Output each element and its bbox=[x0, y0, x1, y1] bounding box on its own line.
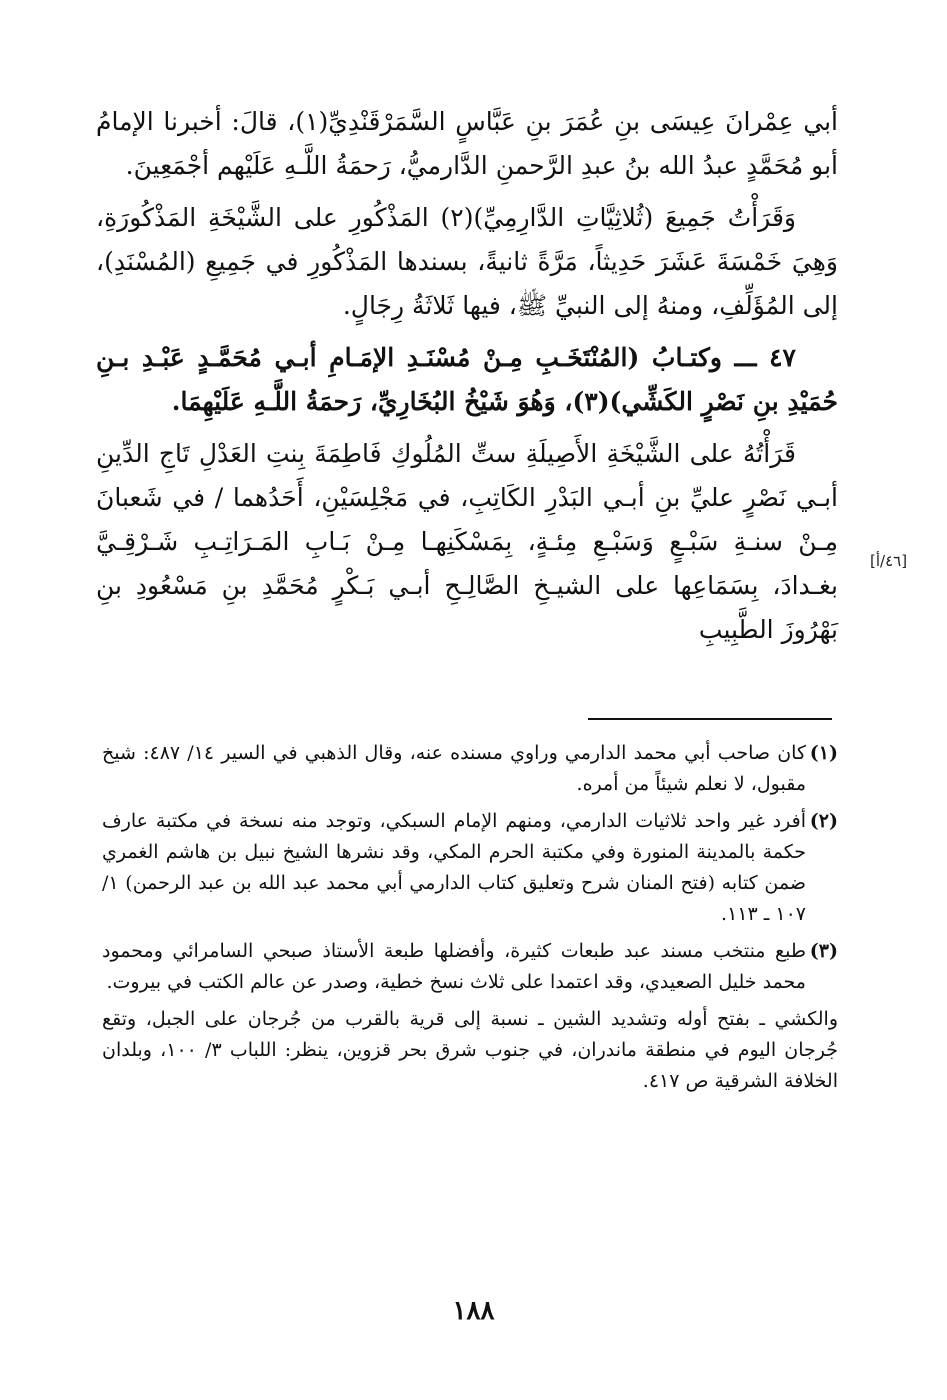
paragraph-3-entry-47 bbox=[96, 336, 838, 424]
paragraph-2 bbox=[96, 196, 838, 328]
footnote-1-text: كان صاحب أبي محمد الدارمي وراوي مسنده عنه، وقال الذهبي في السير ١٤/ ٤٨٧: شيخ مقبول، لا نعلم شيئاً من أمره. bbox=[102, 742, 806, 795]
footnote-2-text: أفرد غير واحد ثلاثيات الدارمي، ومنهم الإمام السبكي، وتوجد منه نسخة في مكتبة عارف حكمة بالمدينة المنورة وفي مكتبة الحرم المكي، وقد نشرها الشيخ نبيل بن هاشم الغمري ضمن كتابه (فتح المنان شرح وتعليق كتاب الدارمي أبي محمد عبد الله بن عبد الرحمن) ١/ ١٠٧ ـ ١١٣. bbox=[102, 810, 806, 925]
footnote-3-continuation bbox=[102, 1004, 838, 1097]
footnote-3-number: (٣) bbox=[809, 940, 838, 962]
footnote-2 bbox=[102, 806, 838, 930]
paragraph-4 bbox=[96, 432, 838, 652]
entry-number: ٤٧ ـــ bbox=[734, 343, 796, 372]
footnote-3 bbox=[102, 936, 838, 998]
footnote-2-number: (٢) bbox=[809, 810, 838, 832]
footnotes bbox=[102, 738, 838, 1103]
footnote-separator bbox=[588, 718, 832, 720]
main-text bbox=[96, 100, 838, 660]
paragraph-2-text: وَقَرَأْتُ جَمِيعَ (ثُلاثِيَّاتِ الدَّارِمِيِّ)(٢) المَذْكُورِ على الشَّيْخَةِ المَذْكُورَةِ، وَهِيَ خَمْسَةَ عَشَرَ حَدِيثاً، مَرَّةً ثانيةً، بسندها المَذْكُورِ في جَمِيعِ (المُسْنَدِ)، إلى المُؤَلِّفِ، ومنهُ إلى النبيِّ ﷺ، فيها ثَلاثَةُ رِجَالٍ. bbox=[96, 203, 838, 320]
paragraph-1 bbox=[96, 100, 838, 188]
footnote-1 bbox=[102, 738, 838, 800]
paragraph-1-text: أبي عِمْرانَ عِيسَى بنِ عُمَرَ بنِ عَبَّاسٍ السَّمَرْقَنْدِيِّ(١)، قالَ: أخبرنا الإمامُ أبو مُحَمَّدٍ عبدُ الله بنُ عبدِ الرَّحمنِ الدَّارميُّ، رَحمَةُ اللَّـهِ عَلَيْهم أجْمَعِينَ. bbox=[96, 107, 838, 180]
footnote-1-number: (١) bbox=[809, 742, 838, 764]
paragraph-3-text: وكتـابُ (المُنْتَخَـبِ مِـنْ مُسْنَـدِ الإمَـامِ أبـي مُحَمَّـدٍ عَبْـدِ بـنِ حُمَيْدِ بنِ نَصْرٍ الكَشِّي)(٣)، وَهُوَ شَيْخُ البُخَارِيِّ، رَحمَةُ اللَّـهِ عَلَيْهِمَا. bbox=[96, 343, 838, 416]
footnote-3-text: طبع منتخب مسند عبد طبعات كثيرة، وأفضلها طبعة الأستاذ صبحي السامرائي ومحمود محمد خليل الصعيدي، وقد اعتمدا على ثلاث نسخ خطية، وصدر عن عالم الكتب في بيروت. bbox=[102, 940, 806, 993]
footnote-3-continuation-text: والكشي ـ بفتح أوله وتشديد الشين ـ نسبة إلى قرية بالقرب من جُرجان على الجبل، وتقع جُرجان اليوم في منطقة ماندران، في جنوب شرق بحر قزوين، ينظر: اللباب ٣/ ١٠٠، وبلدان الخلافة الشرقية ص ٤١٧. bbox=[102, 1008, 838, 1092]
paragraph-4-text: قَرَأْتُهُ على الشَّيْخَةِ الأَصِيلَةِ ستِّ المُلُوكِ فَاطِمَةَ بِنتِ العَدْلِ تَاجِ الدِّينِ أبـي نَصْرٍ عليِّ بنِ أبـي البَدْرِ الكَاتِبِ، في مَجْلِسَيْنِ، أَحَدُهما / في شَعبانَ مِـنْ سنـةِ سَبْـعٍ وَسَبْـعِ مِئـةٍ، بِمَسْكَنِهـا مِـنْ بَـابِ المَـرَاتِـبِ شَـرْقِـيَّ بغـدادَ، بِسَمَاعِها على الشيـخِ الصَّالِـحِ أبـي بَـكْرٍ مُحَمَّدِ بنِ مَسْعُودِ بنِ بَهْرُوزَ الطَّبِيبِ bbox=[96, 439, 838, 644]
page-number: ١٨٨ bbox=[452, 1296, 495, 1326]
folio-marker: [٤٦/أ] bbox=[870, 552, 908, 570]
